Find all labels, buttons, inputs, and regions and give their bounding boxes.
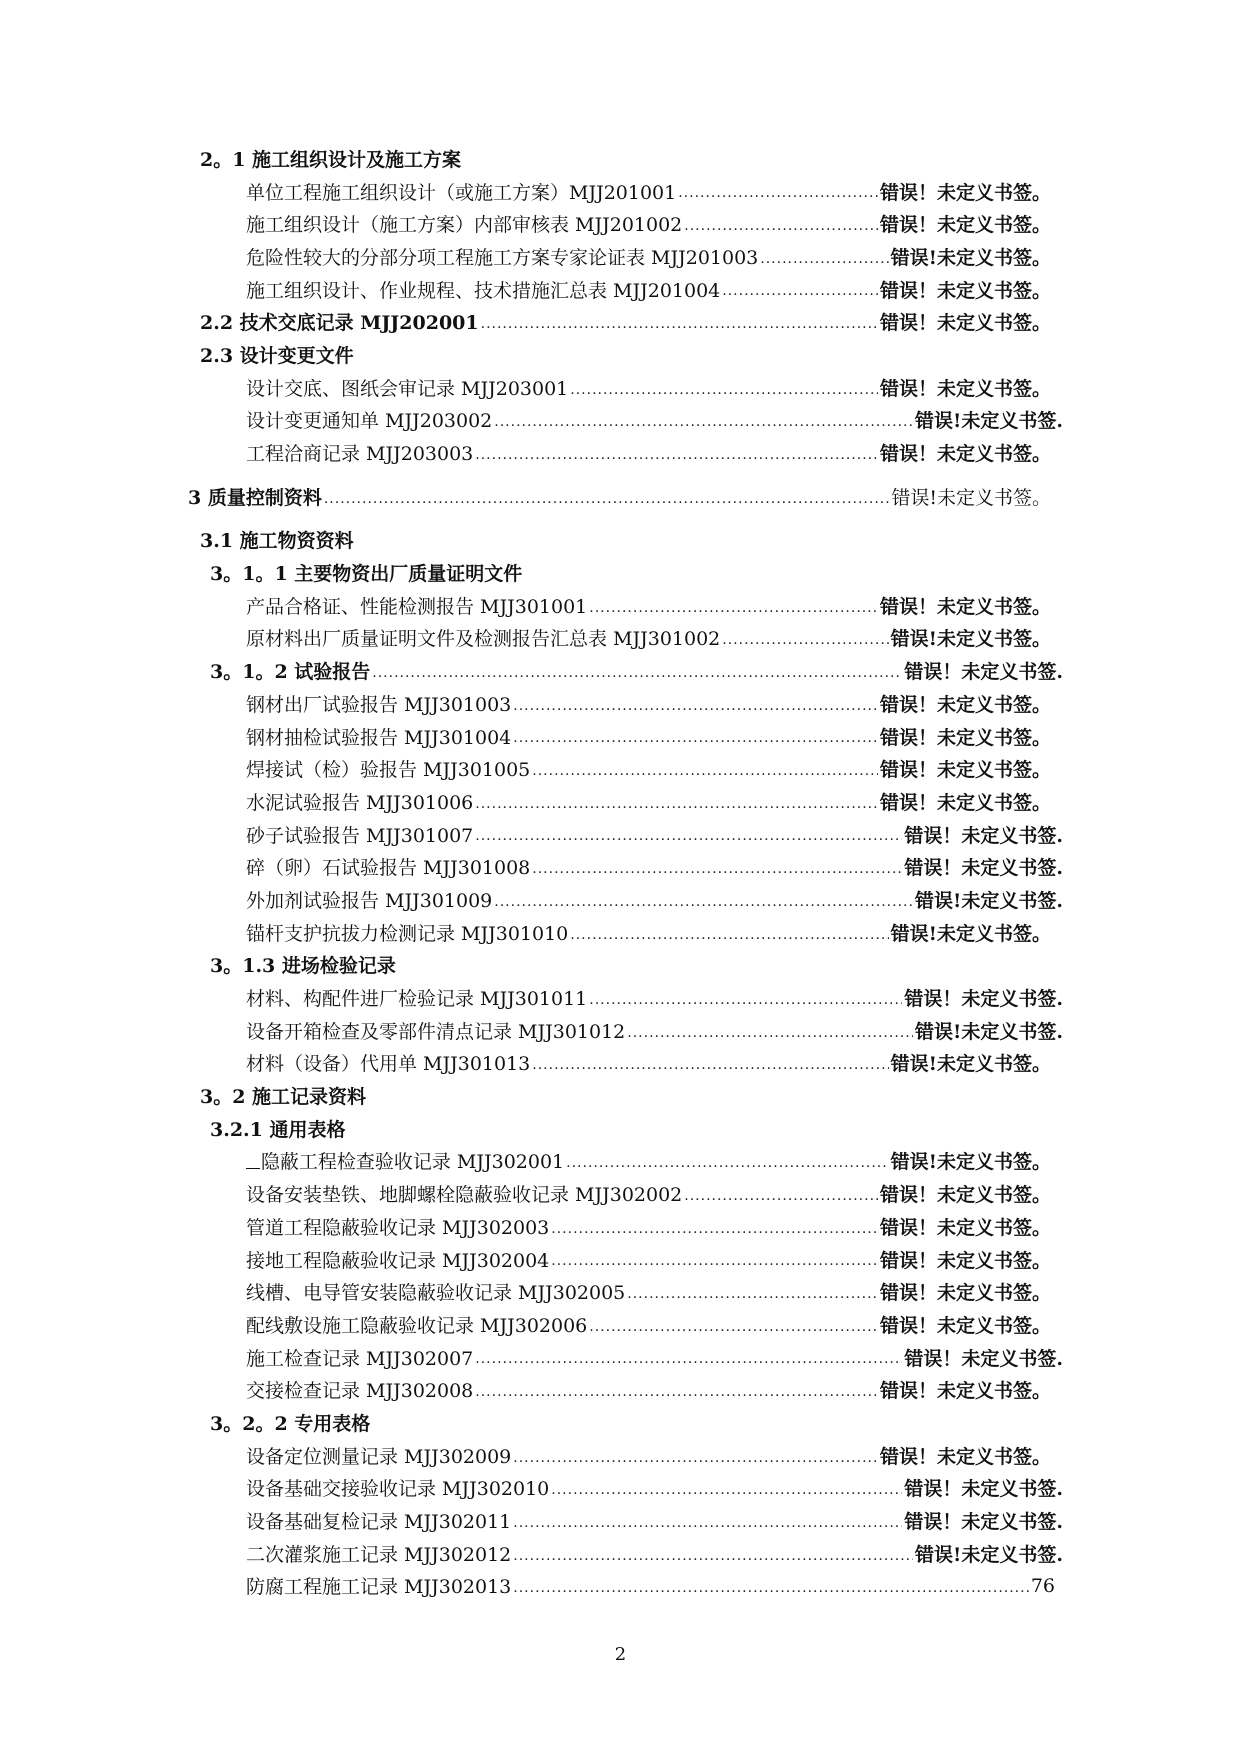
- toc-entry-title: 钢材抽检试验报告 MJJ301004: [246, 726, 512, 749]
- toc-entry[interactable]: [0, 1472, 1241, 1505]
- toc-entry[interactable]: [0, 589, 1241, 622]
- toc-entry[interactable]: [0, 1406, 1241, 1439]
- toc-entry-page: 错误!未定义书签。: [890, 1053, 1051, 1076]
- toc-entry-title: 砂子试验报告 MJJ301007: [246, 824, 474, 847]
- toc-entry-page: 错误！未定义书签。: [879, 726, 1051, 749]
- toc-entry-title: 水泥试验报告 MJJ301006: [246, 791, 474, 814]
- toc-entry[interactable]: [0, 175, 1241, 208]
- page-number: 2: [614, 1644, 627, 1665]
- dot-leader: [475, 447, 878, 469]
- dot-leader: [684, 218, 878, 240]
- toc-entry[interactable]: [0, 1504, 1241, 1537]
- toc-entry[interactable]: [0, 850, 1241, 883]
- toc-entry-page: 错误！未定义书签。: [879, 1249, 1051, 1272]
- dot-leader: [475, 796, 878, 818]
- dot-leader: [551, 1482, 902, 1504]
- toc-entry-title: 线槽、电导管安装隐蔽验收记录 MJJ302005: [246, 1282, 626, 1305]
- toc-entry-page: 错误！未定义书签。: [879, 312, 1051, 335]
- dot-leader: [722, 632, 888, 654]
- dot-leader: [494, 894, 913, 916]
- toc-entry-title: 3。1.3 进场检验记录: [210, 955, 396, 978]
- dot-leader: [513, 698, 878, 720]
- dot-leader: [589, 1319, 878, 1341]
- toc-entry-title: 3。2 施工记录资料: [200, 1086, 367, 1109]
- toc-entry-title: 2.2 技术交底记录 MJJ202001: [200, 312, 479, 335]
- toc-entry[interactable]: [0, 524, 1241, 557]
- toc-entry[interactable]: [0, 1537, 1241, 1570]
- dot-leader: [513, 1450, 878, 1472]
- toc-entry-title: 施工组织设计、作业规程、技术措施汇总表 MJJ201004: [246, 279, 721, 302]
- toc-entry-title: 二次灌浆施工记录 MJJ302012: [246, 1543, 512, 1566]
- toc-entry-page: 错误！未定义书签。: [879, 181, 1051, 204]
- table-of-contents: [0, 142, 1241, 1602]
- toc-entry-page: 错误！未定义书签。: [879, 1216, 1051, 1239]
- dot-leader: [532, 1057, 888, 1079]
- toc-entry[interactable]: [0, 480, 1241, 513]
- dot-leader: [475, 1384, 878, 1406]
- toc-entry-page: 错误！未定义书签.: [904, 1511, 1063, 1534]
- toc-entry-page: 错误！未定义书签.: [904, 1347, 1063, 1370]
- toc-entry-page: 错误！未定义书签。: [879, 759, 1051, 782]
- toc-entry-page: 错误！未定义书签.: [904, 661, 1063, 684]
- toc-entry-title: 设备定位测量记录 MJJ302009: [246, 1445, 512, 1468]
- toc-entry[interactable]: [0, 949, 1241, 982]
- toc-entry-title: 设计变更通知单 MJJ203002: [246, 410, 493, 433]
- toc-entry-page: 错误!未定义书签.: [915, 889, 1063, 912]
- toc-entry-page: 错误!未定义书签。: [891, 486, 1051, 509]
- toc-entry-page: 错误！未定义书签。: [879, 1380, 1051, 1403]
- toc-entry-title: 隐蔽工程检查验收记录 MJJ302001: [260, 1151, 565, 1174]
- toc-entry[interactable]: [0, 436, 1241, 469]
- toc-entry-title: 材料、构配件进厂检验记录 MJJ301011: [246, 988, 588, 1011]
- toc-entry-title: 设备基础复检记录 MJJ302011: [246, 1511, 512, 1534]
- toc-entry[interactable]: [0, 1308, 1241, 1341]
- toc-entry-title: 材料（设备）代用单 MJJ301013: [246, 1053, 531, 1076]
- toc-entry-title: 2.3 设计变更文件: [200, 344, 354, 367]
- toc-entry-title: 防腐工程施工记录 MJJ302013: [246, 1576, 512, 1599]
- dot-leader: [589, 992, 902, 1014]
- toc-entry-page: 错误!未定义书签.: [915, 1543, 1063, 1566]
- toc-entry-title: 施工检查记录 MJJ302007: [246, 1347, 474, 1370]
- dot-leader: [513, 1515, 902, 1537]
- toc-entry-title: 配线敷设施工隐蔽验收记录 MJJ302006: [246, 1314, 588, 1337]
- toc-entry-title: 危险性较大的分部分项工程施工方案专家论证表 MJJ201003: [246, 246, 759, 269]
- toc-entry-page: 错误!未定义书签。: [890, 1151, 1051, 1174]
- toc-entry-title: 碎（卵）石试验报告 MJJ301008: [246, 857, 531, 880]
- toc-entry-page: 76: [1030, 1574, 1055, 1597]
- toc-entry-title: 设备开箱检查及零部件清点记录 MJJ301012: [246, 1020, 626, 1043]
- toc-entry[interactable]: [0, 1275, 1241, 1308]
- toc-entry-page: 错误！未定义书签。: [879, 377, 1051, 400]
- toc-entry-title: 3。1。2 试验报告: [210, 661, 371, 684]
- toc-entry-title: 3.2.1 通用表格: [210, 1118, 346, 1141]
- dot-leader: [627, 1025, 913, 1047]
- toc-entry[interactable]: [0, 142, 1241, 175]
- toc-entry-title: 3。1。1 主要物资出厂质量证明文件: [210, 563, 523, 586]
- dot-leader: [678, 185, 878, 207]
- toc-entry-page: 错误!未定义书签。: [890, 246, 1051, 269]
- toc-entry-title: 施工组织设计（施工方案）内部审核表 MJJ201002: [246, 214, 683, 237]
- toc-entry[interactable]: [0, 338, 1241, 371]
- toc-entry[interactable]: [0, 305, 1241, 338]
- toc-entry[interactable]: [0, 1177, 1241, 1210]
- toc-entry-title: 锚杆支护抗拔力检测记录 MJJ301010: [246, 922, 569, 945]
- dot-leader: [532, 861, 902, 883]
- toc-entry-title: 3 质量控制资料: [188, 486, 322, 509]
- dot-leader: [551, 1221, 878, 1243]
- toc-entry[interactable]: [0, 1373, 1241, 1406]
- toc-entry-page: 错误!未定义书签。: [890, 922, 1051, 945]
- toc-entry-title: 2。1 施工组织设计及施工方案: [200, 148, 462, 171]
- toc-entry-page: 错误!未定义书签.: [915, 410, 1063, 433]
- dot-leader: [566, 1155, 889, 1177]
- dot-leader: [494, 414, 913, 436]
- toc-entry-page: 错误！未定义书签.: [904, 988, 1063, 1011]
- dot-leader: [551, 1253, 878, 1275]
- toc-entry-title: 设计交底、图纸会审记录 MJJ203001: [246, 377, 569, 400]
- toc-entry-title: 原材料出厂质量证明文件及检测报告汇总表 MJJ301002: [246, 628, 721, 651]
- dot-leader: [570, 927, 888, 949]
- toc-entry[interactable]: [0, 1243, 1241, 1276]
- toc-entry[interactable]: [0, 1570, 1241, 1603]
- toc-entry[interactable]: [0, 1145, 1241, 1178]
- toc-entry-title: 设备基础交接验收记录 MJJ302010: [246, 1478, 550, 1501]
- toc-entry-page: 错误！未定义书签.: [904, 1478, 1063, 1501]
- toc-entry[interactable]: [0, 556, 1241, 589]
- toc-entry-page: 错误！未定义书签。: [879, 1445, 1051, 1468]
- dot-leader: [513, 1548, 913, 1570]
- dot-leader: [760, 251, 888, 273]
- toc-entry[interactable]: [0, 687, 1241, 720]
- dot-leader: [481, 316, 878, 338]
- toc-entry[interactable]: [0, 916, 1241, 949]
- toc-entry-page: 错误！未定义书签.: [904, 824, 1063, 847]
- dot-leader: [324, 491, 890, 513]
- toc-entry-title: 3.1 施工物资资料: [200, 530, 354, 553]
- dot-leader: [475, 1351, 902, 1373]
- toc-entry-page: 错误！未定义书签。: [879, 791, 1051, 814]
- toc-entry[interactable]: [0, 1014, 1241, 1047]
- blank-underline: [246, 1152, 260, 1169]
- toc-entry-page: 错误！未定义书签。: [879, 1282, 1051, 1305]
- toc-entry-page: 错误!未定义书签.: [915, 1020, 1063, 1043]
- toc-entry[interactable]: [0, 1112, 1241, 1145]
- dot-leader: [372, 665, 902, 687]
- toc-entry-title: 管道工程隐蔽验收记录 MJJ302003: [246, 1216, 550, 1239]
- dot-leader: [570, 382, 878, 404]
- toc-entry-title: 3。2。2 专用表格: [210, 1412, 371, 1435]
- toc-entry-title: 外加剂试验报告 MJJ301009: [246, 889, 493, 912]
- toc-entry-title: 焊接试（检）验报告 MJJ301005: [246, 759, 531, 782]
- toc-entry-page: 错误！未定义书签。: [879, 214, 1051, 237]
- dot-leader: [627, 1286, 878, 1308]
- toc-entry[interactable]: [0, 240, 1241, 273]
- dot-leader: [475, 828, 902, 850]
- dot-leader: [684, 1188, 878, 1210]
- toc-entry[interactable]: [0, 1341, 1241, 1374]
- toc-entry-page: 错误！未定义书签。: [879, 693, 1051, 716]
- toc-entry-title: 交接检查记录 MJJ302008: [246, 1380, 474, 1403]
- dot-leader: [589, 600, 878, 622]
- toc-entry-page: 错误！未定义书签。: [879, 1184, 1051, 1207]
- toc-entry-title: 工程洽商记录 MJJ203003: [246, 443, 474, 466]
- toc-entry[interactable]: [0, 404, 1241, 437]
- toc-entry[interactable]: [0, 1079, 1241, 1112]
- toc-entry[interactable]: [0, 273, 1241, 306]
- toc-entry-page: 错误！未定义书签。: [879, 443, 1051, 466]
- toc-entry[interactable]: [0, 622, 1241, 655]
- dot-leader: [513, 730, 878, 752]
- toc-entry-title: 产品合格证、性能检测报告 MJJ301001: [246, 595, 588, 618]
- dot-leader: [722, 283, 878, 305]
- toc-entry-title: 接地工程隐蔽验收记录 MJJ302004: [246, 1249, 550, 1272]
- toc-entry[interactable]: [0, 654, 1241, 687]
- toc-entry-page: 错误!未定义书签。: [890, 628, 1051, 651]
- toc-entry[interactable]: [0, 720, 1241, 753]
- toc-entry[interactable]: [0, 1210, 1241, 1243]
- dot-leader: [513, 1580, 1029, 1602]
- toc-entry[interactable]: [0, 981, 1241, 1014]
- toc-entry-title: 单位工程施工组织设计（或施工方案）MJJ201001: [246, 181, 677, 204]
- toc-entry-page: 错误！未定义书签.: [904, 857, 1063, 880]
- toc-entry[interactable]: [0, 371, 1241, 404]
- toc-entry-title: 设备安装垫铁、地脚螺栓隐蔽验收记录 MJJ302002: [246, 1184, 683, 1207]
- toc-entry[interactable]: [0, 1439, 1241, 1472]
- toc-entry[interactable]: [0, 785, 1241, 818]
- toc-entry-page: 错误！未定义书签。: [879, 1314, 1051, 1337]
- toc-entry[interactable]: [0, 207, 1241, 240]
- toc-entry[interactable]: [0, 818, 1241, 851]
- toc-entry-page: 错误！未定义书签。: [879, 279, 1051, 302]
- toc-entry[interactable]: [0, 883, 1241, 916]
- toc-entry-page: 错误！未定义书签。: [879, 595, 1051, 618]
- toc-entry-title: 钢材出厂试验报告 MJJ301003: [246, 693, 512, 716]
- toc-entry[interactable]: [0, 1047, 1241, 1080]
- dot-leader: [532, 763, 878, 785]
- toc-entry[interactable]: [0, 752, 1241, 785]
